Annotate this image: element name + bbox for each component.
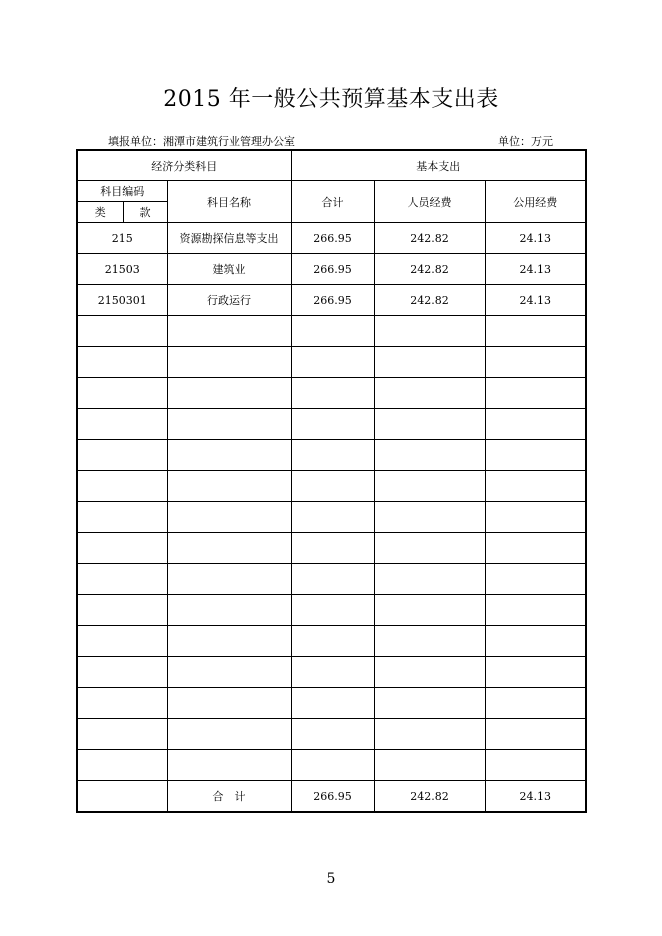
budget-table: [76, 149, 587, 813]
total-public: 24.13: [485, 781, 586, 813]
cell-subject-name: [167, 316, 291, 347]
header-econ-category: 经济分类科目: [77, 150, 291, 181]
table-row: [77, 409, 586, 440]
cell-personnel: [374, 719, 485, 750]
cell-total: [291, 347, 374, 378]
table-row: [77, 285, 586, 316]
cell-personnel: [374, 316, 485, 347]
cell-subject-name: [167, 657, 291, 688]
cell-subject-name: [167, 440, 291, 471]
cell-total: [291, 533, 374, 564]
table-row: [77, 533, 586, 564]
cell-subject-name: [167, 502, 291, 533]
cell-code: [77, 750, 167, 781]
cell-public: [485, 688, 586, 719]
total-sum: 266.95: [291, 781, 374, 813]
page-title: 2015 年一般公共预算基本支出表: [163, 87, 499, 112]
cell-subject-name: [167, 378, 291, 409]
cell-subject-name: [167, 347, 291, 378]
cell-personnel: [374, 409, 485, 440]
cell-personnel: 242.82: [374, 254, 485, 285]
cell-subject-name: 建筑业: [167, 254, 291, 285]
cell-code: [77, 502, 167, 533]
cell-public: [485, 471, 586, 502]
cell-personnel: [374, 595, 485, 626]
cell-code: [77, 657, 167, 688]
cell-code: [77, 719, 167, 750]
table-row: [77, 502, 586, 533]
cell-personnel: [374, 657, 485, 688]
cell-code: 21503: [77, 254, 167, 285]
cell-code: [77, 564, 167, 595]
cell-total: [291, 657, 374, 688]
total-empty-cell: [77, 781, 167, 813]
table-row: [77, 254, 586, 285]
table-row: [77, 347, 586, 378]
cell-personnel: [374, 347, 485, 378]
cell-total: [291, 471, 374, 502]
cell-subject-name: 行政运行: [167, 285, 291, 316]
cell-public: [485, 440, 586, 471]
cell-code: [77, 316, 167, 347]
cell-total: [291, 719, 374, 750]
cell-personnel: 242.82: [374, 223, 485, 254]
cell-subject-name: [167, 626, 291, 657]
cell-personnel: [374, 533, 485, 564]
unit-label: 单位：万元: [498, 135, 553, 148]
cell-public: [485, 750, 586, 781]
cell-subject-name: [167, 719, 291, 750]
cell-personnel: [374, 440, 485, 471]
table-row: [77, 378, 586, 409]
cell-public: [485, 595, 586, 626]
cell-total: [291, 440, 374, 471]
cell-subject-name: [167, 688, 291, 719]
table-row: [77, 471, 586, 502]
cell-code: [77, 409, 167, 440]
page-number: 5: [326, 871, 336, 887]
cell-code: [77, 595, 167, 626]
cell-code: 215: [77, 223, 167, 254]
table-row: [77, 750, 586, 781]
fill-unit-label: 填报单位：湘潭市建筑行业管理办公室: [108, 135, 295, 148]
cell-public: [485, 502, 586, 533]
header-subject-name: 科目名称: [167, 181, 291, 223]
cell-code: [77, 347, 167, 378]
cell-public: 24.13: [485, 223, 586, 254]
cell-public: [485, 347, 586, 378]
cell-public: [485, 316, 586, 347]
cell-public: [485, 409, 586, 440]
header-total: 合计: [291, 181, 374, 223]
table-row: [77, 626, 586, 657]
cell-total: 266.95: [291, 254, 374, 285]
table-row: [77, 440, 586, 471]
cell-code: [77, 688, 167, 719]
cell-total: [291, 502, 374, 533]
cell-subject-name: [167, 409, 291, 440]
total-personnel: 242.82: [374, 781, 485, 813]
cell-personnel: [374, 502, 485, 533]
cell-public: [485, 626, 586, 657]
cell-personnel: [374, 471, 485, 502]
total-row: [77, 781, 586, 813]
cell-total: [291, 316, 374, 347]
cell-public: [485, 378, 586, 409]
table-row: [77, 564, 586, 595]
cell-personnel: [374, 688, 485, 719]
header-personnel: 人员经费: [374, 181, 485, 223]
table-row: [77, 688, 586, 719]
header-public: 公用经费: [485, 181, 586, 223]
table-row: [77, 719, 586, 750]
cell-public: [485, 657, 586, 688]
table-row: [77, 595, 586, 626]
table-row: [77, 657, 586, 688]
cell-personnel: [374, 750, 485, 781]
cell-personnel: [374, 564, 485, 595]
table-row: [77, 316, 586, 347]
table-row: [77, 223, 586, 254]
cell-subject-name: 资源勘探信息等支出: [167, 223, 291, 254]
cell-code: [77, 471, 167, 502]
cell-personnel: 242.82: [374, 285, 485, 316]
header-section: 款: [123, 202, 167, 223]
cell-total: [291, 750, 374, 781]
total-label: 合 计: [167, 781, 291, 813]
cell-personnel: [374, 378, 485, 409]
cell-personnel: [374, 626, 485, 657]
cell-subject-name: [167, 595, 291, 626]
cell-total: [291, 378, 374, 409]
cell-subject-name: [167, 533, 291, 564]
cell-public: [485, 564, 586, 595]
cell-total: 266.95: [291, 223, 374, 254]
cell-code: [77, 378, 167, 409]
header-subject-code: 科目编码: [77, 181, 167, 202]
cell-code: [77, 440, 167, 471]
header-class: 类: [77, 202, 123, 223]
cell-total: [291, 626, 374, 657]
cell-subject-name: [167, 564, 291, 595]
cell-code: [77, 533, 167, 564]
cell-total: [291, 409, 374, 440]
cell-code: [77, 626, 167, 657]
header-basic-expense: 基本支出: [291, 150, 586, 181]
cell-subject-name: [167, 750, 291, 781]
cell-subject-name: [167, 471, 291, 502]
cell-public: 24.13: [485, 285, 586, 316]
cell-total: 266.95: [291, 285, 374, 316]
cell-total: [291, 595, 374, 626]
cell-total: [291, 688, 374, 719]
cell-total: [291, 564, 374, 595]
cell-public: 24.13: [485, 254, 586, 285]
cell-public: [485, 533, 586, 564]
cell-public: [485, 719, 586, 750]
cell-code: 2150301: [77, 285, 167, 316]
